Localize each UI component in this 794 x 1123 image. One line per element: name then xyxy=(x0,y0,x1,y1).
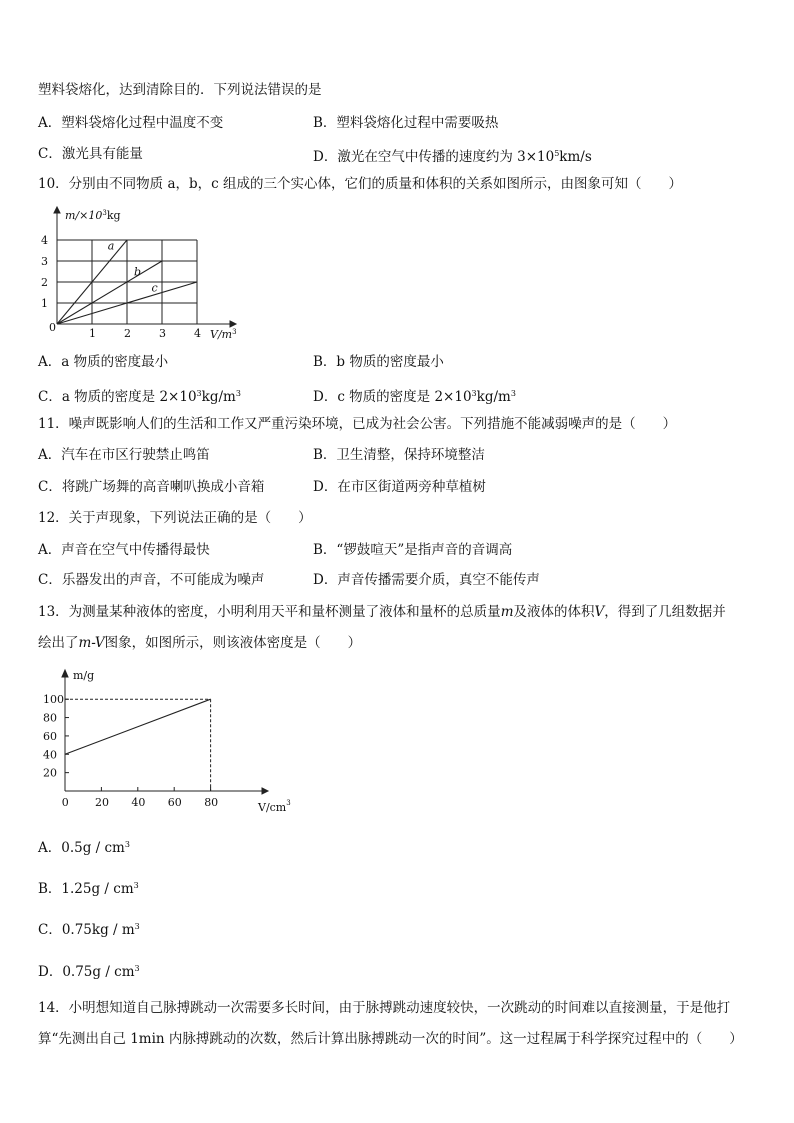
y-axis-label: m/g xyxy=(73,669,95,682)
series-label-c: c xyxy=(151,281,158,295)
q12-option-a[interactable]: A．声音在空气中传播得最快 xyxy=(38,542,210,558)
q9-option-c[interactable]: C．激光具有能量 xyxy=(38,146,143,162)
x-tick-label: 60 xyxy=(167,796,182,809)
y-axis-label: $m/\times 10^3kg$ xyxy=(65,209,121,222)
y-tick-label: 80 xyxy=(43,711,57,725)
y-tick-label: 100 xyxy=(43,693,64,707)
x-tick-label: 2 xyxy=(124,327,131,340)
q10-option-b[interactable]: B．b 物质的密度最小 xyxy=(313,354,444,370)
x-tick-label: 3 xyxy=(159,327,166,340)
q14-stem-line2: 算“先测出自己 1min 内脉搏跳动的次数，然后计算出脉搏跳动一次的时间”。这一过程属于科学探究过程中的（ ） xyxy=(38,1031,743,1047)
y-axis-arrow xyxy=(62,670,68,677)
y-tick-label: 2 xyxy=(41,276,48,289)
x-tick-label: 80 xyxy=(204,796,219,809)
x-axis-arrow xyxy=(230,321,236,327)
q10-graph xyxy=(30,205,270,345)
series-label-b: b xyxy=(134,265,142,279)
q9-option-d[interactable]: D．激光在空气中传播的速度约为 $3\times 10^5km/s$ xyxy=(313,149,592,165)
y-tick-label: 40 xyxy=(43,748,57,762)
x-tick-label: 0 xyxy=(61,796,69,809)
q13-option-a[interactable]: A．$0.5g / cm^3$ xyxy=(38,840,130,856)
q10-option-c[interactable]: C．a 物质的密度是 $2\times 10^3kg/m^3$ xyxy=(38,389,241,405)
q11-stem: 11．噪声既影响人们的生活和工作又严重污染环境，已成为社会公害。下列措施不能减弱噪声的是（ ） xyxy=(38,416,677,432)
q11-option-c[interactable]: C．将跳广场舞的高音喇叭换成小音箱 xyxy=(38,479,265,495)
q13-option-c[interactable]: C．$0.75kg / m^3$ xyxy=(38,922,140,938)
x-tick-label: 40 xyxy=(131,796,146,809)
origin-label: 0 xyxy=(49,321,56,334)
q9-option-b[interactable]: B．塑料袋熔化过程中需要吸热 xyxy=(313,115,499,131)
q13-graph xyxy=(30,665,310,825)
series-label-a: a xyxy=(107,239,115,253)
x-axis-label: $V/cm^3$ xyxy=(258,799,291,814)
series-line-b xyxy=(57,261,162,324)
q13-option-b[interactable]: B．$1.25g / cm^3$ xyxy=(38,881,139,897)
q12-option-b[interactable]: B．“锣鼓喧天”是指声音的音调高 xyxy=(313,542,513,558)
x-axis-label: $V/m^3$ xyxy=(210,328,237,341)
x-axis-arrow xyxy=(262,788,268,794)
q11-option-d[interactable]: D．在市区街道两旁种草植树 xyxy=(313,479,486,495)
q10-option-d[interactable]: D．c 物质的密度是 $2\times 10^3kg/m^3$ xyxy=(313,389,516,405)
x-tick-label: 20 xyxy=(95,796,109,809)
q14-stem-line1: 14．小明想知道自己脉搏跳动一次需要多长时间，由于脉搏跳动速度较快，一次跳动的时间难以直接测量，于是他打 xyxy=(38,1000,731,1016)
q9-stem: 塑料袋熔化，达到清除目的．下列说法错误的是 xyxy=(38,82,322,98)
data-line xyxy=(65,699,211,754)
y-tick-label: 60 xyxy=(43,729,57,743)
y-tick-label: 4 xyxy=(41,234,48,247)
q12-option-d[interactable]: D．声音传播需要介质，真空不能传声 xyxy=(313,572,540,588)
q13-stem-line2: 绘出了m-V图象，如图所示，则该液体密度是（ ） xyxy=(38,635,362,651)
q10-stem: 10．分别由不同物质 a，b，c 组成的三个实心体，它们的质量和体积的关系如图所示，由图象可知（ ） xyxy=(38,176,683,192)
q12-option-c[interactable]: C．乐器发出的声音，不可能成为噪声 xyxy=(38,572,265,588)
y-axis-arrow xyxy=(54,207,60,213)
x-tick-label: 4 xyxy=(194,327,201,340)
y-tick-label: 1 xyxy=(41,297,48,310)
q13-stem-line1: 13．为测量某种液体的密度，小明利用天平和量杯测量了液体和量杯的总质量m及液体的体积V，得到了几组数据并 xyxy=(38,604,726,620)
q12-stem: 12．关于声现象，下列说法正确的是（ ） xyxy=(38,510,312,526)
q9-option-a[interactable]: A．塑料袋熔化过程中温度不变 xyxy=(38,115,224,131)
q13-option-d[interactable]: D．$0.75g / cm^3$ xyxy=(38,964,140,980)
y-tick-label: 20 xyxy=(43,766,57,780)
x-tick-label: 1 xyxy=(89,327,96,340)
y-tick-label: 3 xyxy=(41,255,48,268)
q11-option-a[interactable]: A．汽车在市区行驶禁止鸣笛 xyxy=(38,447,210,463)
q10-option-a[interactable]: A．a 物质的密度最小 xyxy=(38,354,169,370)
q11-option-b[interactable]: B．卫生清整，保持环境整洁 xyxy=(313,447,485,463)
